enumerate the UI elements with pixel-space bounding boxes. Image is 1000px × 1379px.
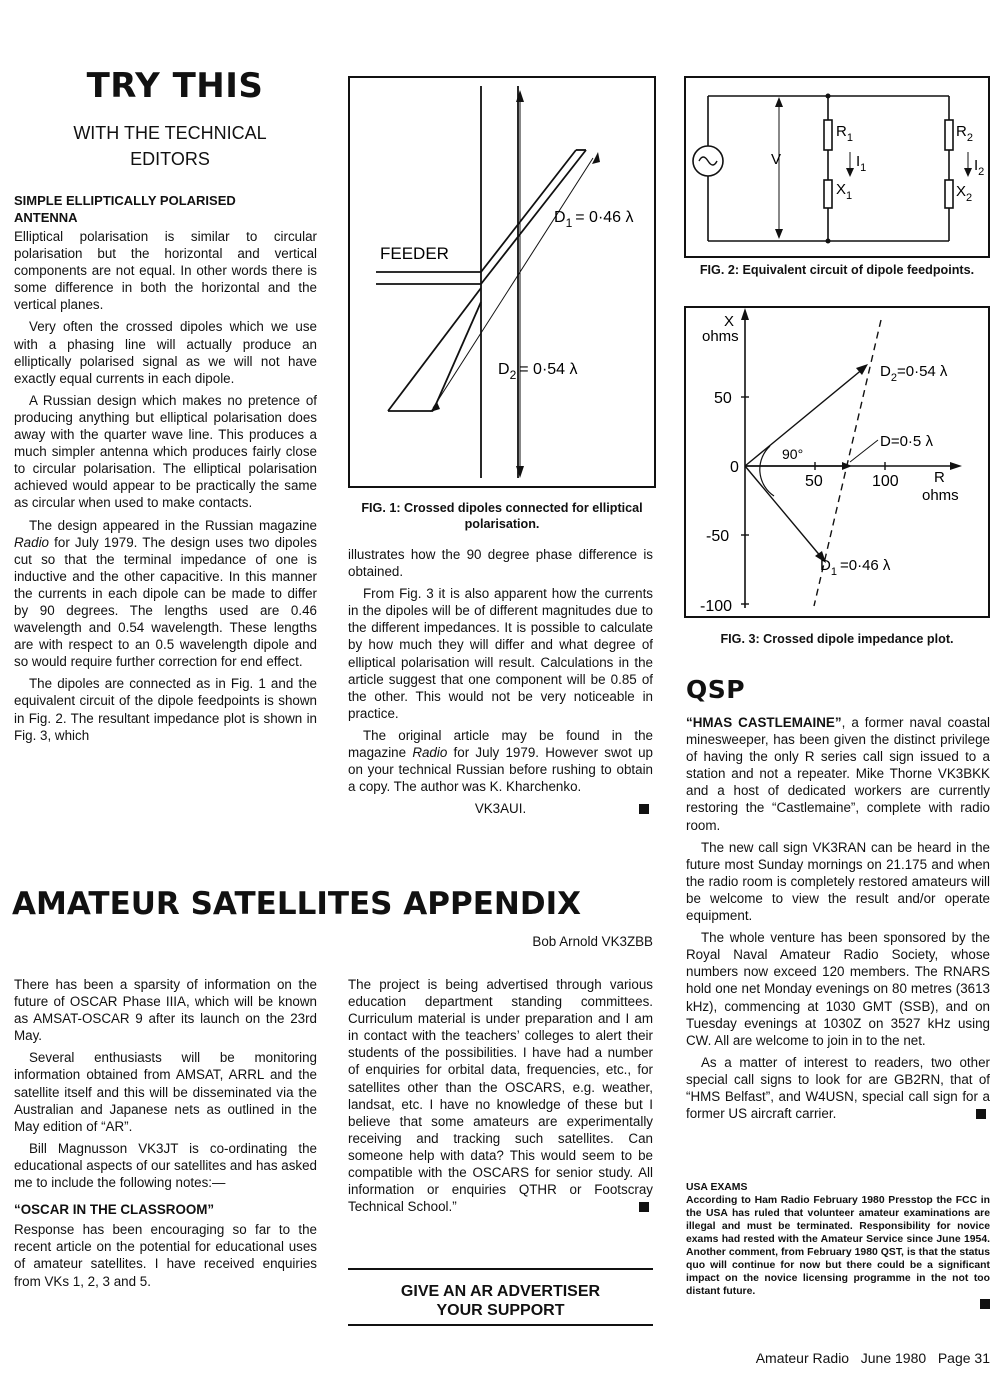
- end-mark-icon: [980, 1299, 990, 1309]
- magazine-name: Radio: [14, 534, 49, 550]
- qsp-body: [686, 714, 990, 1127]
- advert-line2: YOUR SUPPORT: [436, 1302, 565, 1319]
- fig3-ytick-0: 0: [730, 459, 739, 476]
- fig1-crossed-dipoles-diagram: [348, 76, 656, 488]
- usa-exams-box: [686, 1181, 990, 1312]
- paragraph: The new call sign VK3RAN can be heard in the future most Sunday mornings on 21.175 and when the radio room is completely restored amateurs will be welcome to view the result and/or operate equipment.: [686, 839, 990, 924]
- fig2-x1-label: [836, 181, 852, 202]
- fig2-r1-letter: R: [836, 123, 847, 140]
- fig2-i1-label: [856, 153, 866, 174]
- fig3-caption: FIG. 3: Crossed dipole impedance plot.: [720, 632, 954, 646]
- magazine-name: Radio: [412, 745, 448, 761]
- fig1-d2-subscript: 2: [509, 368, 517, 382]
- paragraph: The dipoles are connected as in Fig. 1 and the equivalent circuit of the dipole feedpoints is shown in Fig. 2. The resultant impedance plot is shown in Fig. 3, which: [14, 676, 317, 743]
- fig3-d2-subscript: 2: [890, 372, 897, 384]
- ship-name: “HMAS CASTLEMAINE”: [686, 715, 842, 730]
- paragraph: Very often the crossed dipoles which we use with a phasing line will actually produce an elliptically polarised signal as we will not have exactly equal currents in each dipole.: [14, 319, 317, 386]
- signoff: [348, 800, 653, 817]
- paragraph-text: As a matter of interest to readers, two other special call signs to look for are GB2RN, that of “HMS Belfast”, and W4USN, special call sign for a former US aircraft carrier.: [686, 1054, 990, 1122]
- fig3-d2-label: [880, 363, 948, 384]
- fig3-d2-letter: D: [880, 363, 891, 380]
- paragraph: Elliptical polarisation is similar to circular polarisation but the horizontal and vertical components are not equal. In other words there is some difference in both the horizontal and the vertical planes.: [14, 229, 317, 313]
- fig1-d1-letter: D: [554, 209, 566, 226]
- fig2-r2-letter: R: [956, 123, 967, 140]
- end-mark-icon: [639, 804, 649, 814]
- fig3-xtick-100: 100: [872, 473, 899, 490]
- paragraph-text: , a former naval coastal minesweeper, has been given the distinct privilege of having the only R series call sign issued to a station and not a repeater. Mike Thorne VK3BKK and a host of dedicated workers are currently restoring the “Castlemaine”, complete with radio room.: [686, 715, 990, 833]
- fig1-feeder-label: FEEDER: [380, 244, 449, 263]
- fig2-x2-subscript: 2: [966, 192, 973, 204]
- paragraph: [686, 1054, 990, 1122]
- satellites-title: AMATEUR SATELLITES APPENDIX: [12, 886, 582, 922]
- fig3-xtick-50: 50: [805, 473, 823, 490]
- fig2-v-label: V: [771, 151, 782, 168]
- satellites-column-2: [348, 976, 653, 1220]
- fig3-d1-value: =0·46 λ: [839, 557, 891, 574]
- fig1-d2-letter: D: [498, 361, 510, 378]
- fig2-i2-letter: I: [974, 157, 979, 174]
- fig2-i1-letter: I: [856, 153, 861, 170]
- paragraph: The whole venture has been sponsored by the Royal Naval Amateur Radio Society, whose numbers now exceed 120 members. The RNARS hold one net Monday evenings on 80 metres (3613 kHz), commencing at 1030 GMT (SSB), and on Tuesday evenings at 1030Z on 3527 kHz using CW. All are welcome to join in to the net.: [686, 930, 990, 1048]
- paragraph: A Russian design which makes no pretence of producing anything but elliptical polarisation does away with the quarter wave line. This produces a much simpler antenna which produces fairly close to circular polarisation. The elliptical polarisation achieved would appear to be practically the same as circular when used to make contacts.: [14, 392, 317, 511]
- paragraph: From Fig. 3 it is also apparent how the currents in the dipoles will be of different magnitudes due to the different impedances. It is possible to calculate by how much they will differ and what degree of elliptical polarisation will result. Calculations in the article suggest that one component will be 0.85 of the other. This would not be very noticeable in practice.: [348, 586, 653, 721]
- fig2-r1-label: [836, 123, 853, 144]
- fig3-x-title-r: R: [934, 469, 945, 486]
- fig3-ytick-50: 50: [714, 390, 732, 407]
- paragraph: [348, 976, 653, 1215]
- paragraph: [14, 517, 317, 671]
- article-heading-line2: ANTENNA: [14, 210, 78, 225]
- fig2-x2-label: [956, 183, 972, 204]
- fig3-d1-subscript: 1: [830, 566, 837, 578]
- paragraph: [348, 727, 653, 795]
- article-heading-line1: SIMPLE ELLIPTICALLY POLARISED: [14, 193, 236, 208]
- try-this-subtitle-line1: WITH THE TECHNICAL: [73, 123, 267, 143]
- fig3-d1-label: [820, 557, 891, 578]
- try-this-subtitle-line2: EDITORS: [130, 149, 210, 169]
- fig3-d1-letter: D: [820, 557, 831, 574]
- fig3-ytick-minus50: -50: [706, 528, 730, 545]
- fig3-y-title-x: X: [724, 313, 735, 330]
- signoff-text: VK3AUI.: [474, 801, 527, 817]
- paragraph-text: The original article may be found in the magazine: [348, 727, 653, 761]
- usa-exams-heading: USA EXAMS: [686, 1182, 748, 1193]
- usa-exams-text: According to Ham Radio February 1980 Presstop the FCC in the USA has ruled that volunteer amateur examinations are illegal and must be terminated. Responsibility for novice exams had rested with the Amateur Service since June 1954. Another comment, from February 1980 QST, is that the status quo will continue for now but there could be a significant impact on the novice licensing programme in the not too distant future.: [686, 1195, 990, 1297]
- fig1-caption: FIG. 1: Crossed dipoles connected for elliptical polarisation.: [361, 501, 643, 531]
- paragraph-text: The design appeared in the Russian magazine: [29, 517, 317, 533]
- fig2-caption: FIG. 2: Equivalent circuit of dipole feedpoints.: [699, 263, 975, 277]
- fig3-angle-label: 90°: [782, 446, 804, 462]
- paragraph: Bill Magnusson VK3JT is co-ordinating the educational aspects of our satellites and has asked me to include the following notes:—: [14, 1140, 317, 1191]
- fig3-x-title-ohms: ohms: [922, 487, 959, 504]
- paragraph: There has been a sparsity of information on the future of OSCAR Phase IIIA, which will be known as AMSAT-OSCAR 9 after its launch on the 23rd May.: [14, 977, 317, 1044]
- fig2-i1-subscript: 1: [860, 162, 867, 174]
- fig2-x1-subscript: 1: [846, 190, 853, 202]
- satellites-subheading: “OSCAR IN THE CLASSROOM”: [14, 1202, 215, 1218]
- fig2-r2-label: [956, 123, 973, 144]
- fig3-d2-value: =0·54 λ: [896, 363, 948, 380]
- fig2-x2-letter: X: [956, 183, 967, 200]
- fig2-i2-subscript: 2: [978, 166, 985, 178]
- paragraph-text: for July 1979. The design uses two dipoles cut so that the terminal impedance of one is inductive and the other capacitive. In this manner the currents in each dipole can be made to differ by 90 degrees. The lengths used are 0.46 wavelength and 0.54 wavelength. These lengths are with respect to an 0.5 wavelength dipole and so would require further correction for end effect.: [14, 534, 317, 670]
- advert-box: [348, 1268, 653, 1326]
- try-this-title: TRY THIS: [86, 66, 264, 106]
- article-heading: [14, 192, 317, 226]
- fig2-x1-letter: X: [836, 181, 847, 198]
- page-footer: Amateur Radio June 1980 Page 31: [755, 1350, 990, 1366]
- fig3-impedance-plot: [684, 306, 990, 618]
- paragraph-text: The project is being advertised through various education department standing committees. Curriculum material is under preparation and I am in contact with the teachers’ colleges to alert their students of the possibilities. I have had a number of enquiries for orbital data, frequencies, etc., for satellites other than the OSCARS, e.g. weather, landsat, etc. I have no knowledge of these but I believe that some amateurs are experimentally receiving and tracking such satellites. Can someone help with data? This would seem to be compatible with the OSCARS for senior study. All information or enquiries QTHR or Footscray Technical School.”: [348, 977, 653, 1215]
- advert-line1: GIVE AN AR ADVERTISER: [400, 1283, 601, 1300]
- qsp-title: QSP: [686, 675, 746, 704]
- fig2-r1-subscript: 1: [846, 132, 853, 144]
- fig1-d2-label: [498, 361, 578, 382]
- paragraph: Several enthusiasts will be monitoring information obtained from AMSAT, ARRL and the satellite itself and this will be disseminated via the Australian and Japanese nets as outlined in the May edition of “AR”.: [14, 1050, 317, 1134]
- paragraph: Response has been encouraging so far to the recent article on the potential for educational uses of amateur satellites. I have received enquiries from VKs 1, 2, 3 and 5.: [14, 1222, 317, 1289]
- try-this-subtitle: [40, 120, 300, 172]
- satellites-column-1: [14, 976, 317, 1295]
- fig3-d-label: D=0·5 λ: [880, 433, 933, 450]
- paragraph: illustrates how the 90 degree phase difference is obtained.: [348, 547, 653, 580]
- fig3-y-title-ohms: ohms: [702, 328, 739, 345]
- fig1-d1-subscript: 1: [565, 216, 573, 230]
- fig2-r2-subscript: 2: [966, 132, 973, 144]
- fig2-equivalent-circuit-diagram: [684, 76, 990, 258]
- paragraph: [686, 714, 990, 834]
- paragraph-text: for July 1979. However swot up on your technical Russian before rushing to obtain a copy. The author was K. Kharchenko.: [348, 745, 653, 795]
- fig3-ytick-minus100: -100: [700, 598, 733, 615]
- fig1-d2-value: = 0·54 λ: [519, 361, 578, 378]
- try-this-column-1: [14, 192, 317, 749]
- fig1-d1-label: [554, 209, 634, 230]
- satellites-byline: Bob Arnold VK3ZBB: [532, 934, 653, 949]
- fig2-i2-label: [974, 157, 984, 178]
- try-this-column-2: [348, 546, 653, 817]
- end-mark-icon: [639, 1202, 649, 1212]
- fig1-d1-value: = 0·46 λ: [575, 209, 634, 226]
- end-mark-icon: [976, 1109, 986, 1119]
